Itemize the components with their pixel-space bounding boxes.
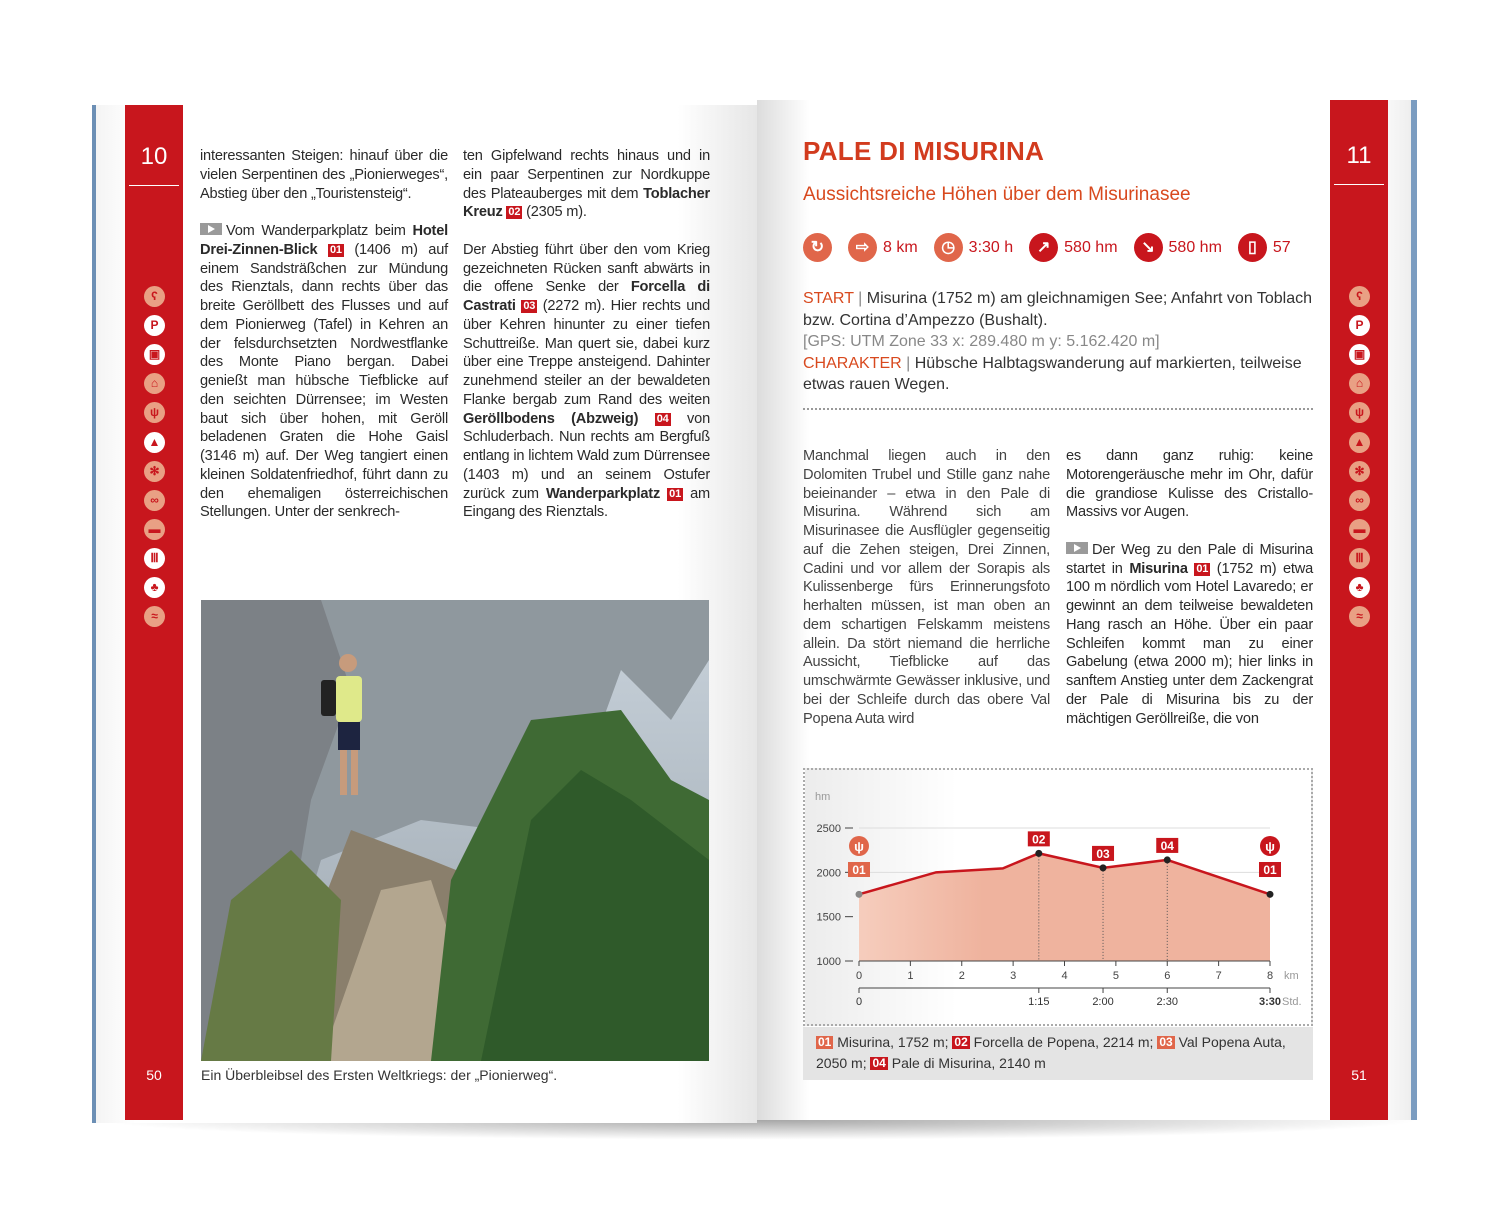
paragraph [1066,447,1313,522]
text [660,486,667,502]
time-tick-label: 3:30 [1258,996,1282,1008]
summit-icon: ▲ [144,432,165,453]
hut-bed-icon: ▬ [144,519,165,540]
snowflake-icon: ✻ [1349,461,1370,482]
place-name: Misurina [1129,560,1188,577]
profile-area [859,853,1270,961]
parking-icon: P [144,315,165,336]
museum-icon: Ⅲ [1349,548,1370,569]
waypoint-dot [1267,891,1274,898]
y-tick-label: 1500 [816,911,841,924]
place-name: Toblacher Kreuz [463,185,710,221]
legend-text: Pale di Misurina, 2140 m [887,1055,1046,1071]
waypoint-label: 04 [1160,838,1174,853]
waypoint-dot [1100,864,1107,871]
waypoint-label: 01 [1263,863,1277,877]
waypoint-marker: 03 [1159,1035,1173,1049]
x-axis-label: km [1284,970,1299,982]
cable-car-icon: ⌂ [144,373,165,394]
x-tick-label: 7 [1215,970,1222,982]
start-label: START [803,290,854,307]
tour-info: START | Misurina (1752 m) am gleichnamigen See; Anfahrt von Toblach bzw. Cortina d’Ampezzo (Bushalt). [GPS: UTM Zone 33 x: 289.480 m y: 5.162.420 m] CHARAKTER | Hübsche Halbtagswanderung auf markierten, teilweise etwas rauen Wegen. [803,290,1313,393]
x-tick-label: 1 [907,970,914,982]
waypoint-marker: 04 [872,1056,886,1070]
bus-icon: ▣ [1349,344,1370,365]
waypoint-legend [803,1027,1313,1080]
page-number: 51 [1351,1067,1367,1083]
restaurant-icon: ψ [144,402,165,423]
time-tick-label: 0 [855,996,863,1008]
text [317,242,328,258]
paragraph [463,147,710,222]
elevation-profile [803,768,1313,1026]
time-axis-label: Std. [1282,996,1302,1008]
descent-icon: ↘ [1134,233,1163,262]
stat-value: 57 [1272,238,1291,256]
text: (2305 m). [522,204,587,221]
legend-text: Misurina, 1752 m; [833,1034,953,1050]
text: Manchmal liegen auch in den Dolomiten Trubel und Stille ganz nahe beieinander – etwa in den Pale di Misurina. Während sich am Misurinasee die Ausflügler gegenseitig auf die Zehen steigen, Drei Zinnen, Cadini und vor allem der Sorapis als Kulissenberge fürs Erinnerungsfoto herhalten müssen, ist man oben an dem schartigen Felskamm meistens allein. Da stört niemand die herrliche Aussicht, Tiefblicke auf das umschwärmte Gewässer inklusive, und bei der Schleife durch das obere Val Popena Auta wird [803,448,1050,727]
legend-text: Val Popena Auta, 2050 m; [816,1034,1286,1071]
stat-value: 580 hm [1168,238,1222,256]
stat-value: 8 km [883,238,918,256]
museum-icon: Ⅲ [144,548,165,569]
y-tick-label: 2000 [816,867,841,880]
gps-text: [GPS: UTM Zone 33 x: 289.480 m y: 5.162.420 m] [803,333,1160,350]
y-tick-label: 1000 [816,956,841,968]
snowflake-icon: ✻ [144,461,165,482]
x-tick-label: 2 [958,970,965,982]
x-tick-label: 5 [1112,970,1119,982]
waypoint-marker: 01 [1196,562,1209,575]
start-text: Misurina (1752 m) am gleichnamigen See; Anfahrt von Toblach bzw. Cortina d’Ampezzo (Bushalt). [803,290,1313,329]
beach-icon: ≈ [1349,606,1370,627]
x-tick-label: 3 [1010,970,1017,982]
bike-icon: ∞ [1349,490,1370,511]
parking-icon: P [1349,315,1370,336]
beach-icon: ≈ [144,606,165,627]
waypoint-marker: 04 [656,412,669,425]
tour-subtitle: Aussichtsreiche Höhen über dem Misurinasee [803,184,1191,205]
hut-bed-icon: ▬ [1349,519,1370,540]
signpost-icon: ⇨ [848,233,877,262]
y-axis-label: hm [815,791,831,803]
play-icon [200,223,222,235]
paragraph [803,447,1050,728]
tree-icon: ♣ [144,577,165,598]
bear-icon: ʕ [144,286,165,307]
waypoint-marker: 02 [508,206,521,219]
divider [129,185,179,186]
waypoint-label: 03 [1096,846,1110,861]
text: (1752 m) etwa 100 m nördlich vom Hotel Lavaredo; er gewinnt an dem teilweise bewaldeten Hang rasch an Höhe. Über ein paar Schleifen kommt man zu einer Gabelung (etwa 2000 m); hier links in sanftem Anstieg unter dem Zackengrat der Pale di Misurina bis zu der mächtigen Geröllreiße, die von [1066,560,1313,727]
x-tick-label: 0 [855,970,863,982]
text: ten Gipfelwand rechts hinaus und in ein paar Serpentinen zur Nordkuppe des Plateauberges mit dem [463,148,710,202]
chapter-number: 10 [140,143,168,170]
right-column-1 [803,447,1050,747]
character-label: CHARAKTER [803,354,902,372]
place-name: Wanderparkplatz [546,485,661,502]
waypoint-dot [1035,850,1042,857]
left-column-2 [463,147,710,541]
paragraph [200,222,448,522]
waypoint-dot [856,891,863,898]
text: Der Weg zu den Pale di Misurina startet in [1066,541,1313,577]
waypoint-marker: 01 [669,487,682,500]
time-tick-label: 2:00 [1092,996,1114,1008]
x-tick-label: 6 [1164,970,1171,982]
text: interessanten Steigen: hinauf über die vielen Serpentinen des „Pionierweges“, Abstieg über den „Touristensteig“. [200,148,448,202]
place-name: Hotel Drei-Zinnen-Blick [200,223,448,258]
text [638,411,654,427]
restaurant-glyph: ψ [1265,839,1275,854]
place-name: Geröllbodens (Abzweig) [463,410,639,427]
text: am Eingang des Rienztals. [463,485,711,521]
tree-icon: ♣ [1349,577,1370,598]
left-column-1 [200,147,448,541]
cable-car-icon: ⌂ [1349,373,1370,394]
divider [1334,184,1384,185]
text [1188,561,1195,577]
paragraph [463,241,710,522]
tour-stats [803,233,1301,262]
waypoint-marker: 03 [523,300,536,312]
stat-value: 3:30 h [968,238,1014,256]
waypoint-label: 02 [1032,832,1046,847]
waypoint-marker: 02 [954,1035,968,1049]
text: von Schluderbach. Nun rechts am Bergfuß entlang in lichtem Wald zum Dürrensee (1403 m) und an seinem Ostufer zurück zum [463,410,710,502]
stat-value: 580 hm [1064,238,1118,256]
photo-caption: Ein Überbleibsel des Ersten Weltkriegs: der „Pionierweg“. [201,1067,558,1083]
time-tick-label: 2:30 [1156,996,1178,1008]
legend-text: Forcella de Popena, 2214 m; [969,1034,1158,1050]
y-tick-label: 2500 [816,823,841,835]
ascent-icon: ↗ [1029,233,1058,262]
tour-title: PALE DI MISURINA [803,136,1045,166]
text: (1406 m) auf einem Sandsträßchen zur Mündung des Rienztals, dann rechts über das breite Geröllbett des Flusses und auf dem Pionierweg (Tafel) in Kehren an der felsdurchsetzten Nordwestflanke des Monte Piano bergan. Dabei genießt man hübsche Tiefblicke auf den seichten Dürrensee; im Westen baut sich über hohen, mit Geröll beladenen Graten die Hohe Gaisl (3146 m) auf. Der Weg tangiert einen kleinen Soldatenfriedhof, führt dann zu den ehemaligen österreichischen Stellungen. Unter der senkrech- [200,241,448,521]
dotted-divider [803,408,1313,410]
hiker-photo [201,600,709,1061]
x-tick-label: 8 [1266,970,1274,982]
loop-icon: ↻ [803,233,832,262]
text: Vom Wanderparkplatz beim [226,223,413,239]
restaurant-glyph: ψ [854,839,864,854]
page-number: 50 [146,1067,162,1083]
summit-icon: ▲ [1349,432,1370,453]
bear-icon: ʕ [1349,286,1370,307]
left-chapter-strip [125,105,183,1120]
chapter-number: 11 [1346,142,1372,169]
character-text: Hübsche Halbtagswanderung auf markierten, teilweise etwas rauen Wegen. [803,354,1302,393]
place-name: Forcella di Castrati [463,279,711,314]
bus-icon: ▣ [144,344,165,365]
paragraph [1066,541,1313,729]
waypoint-label: 01 [852,863,866,877]
restaurant-icon: ψ [1349,402,1370,423]
right-chapter-strip [1330,100,1388,1120]
play-icon [1066,542,1088,554]
waypoint-marker: 01 [329,243,342,256]
waypoint-marker: 01 [818,1035,832,1049]
text: (2272 m). Hier rechts und über Kehren hinunter zu einer tiefen Schuttreiße. Man quert sie, dabei kurz über eine Treppe ansteigend. Dahinter zunehmend steiler an der bewaldeten Flanke bergab zum Rand des weiten [463,298,710,408]
clock-icon: ◷ [934,233,963,262]
time-tick-label: 1:15 [1028,996,1050,1008]
paragraph [200,147,448,203]
bike-icon: ∞ [144,490,165,511]
text: Der Abstieg führt über den vom Krieg gezeichneten Rücken sanft abwärts in die offene Senke der [463,241,710,296]
text: es dann ganz ruhig: keine Motorengeräusche mehr im Ohr, dafür die grandiose Kulisse des Cristallo-Massivs vor Augen. [1066,448,1313,521]
waypoint-dot [1164,856,1171,863]
right-column-2 [1066,447,1313,747]
map-page-icon: ▯ [1238,233,1267,262]
x-tick-label: 4 [1061,970,1068,982]
